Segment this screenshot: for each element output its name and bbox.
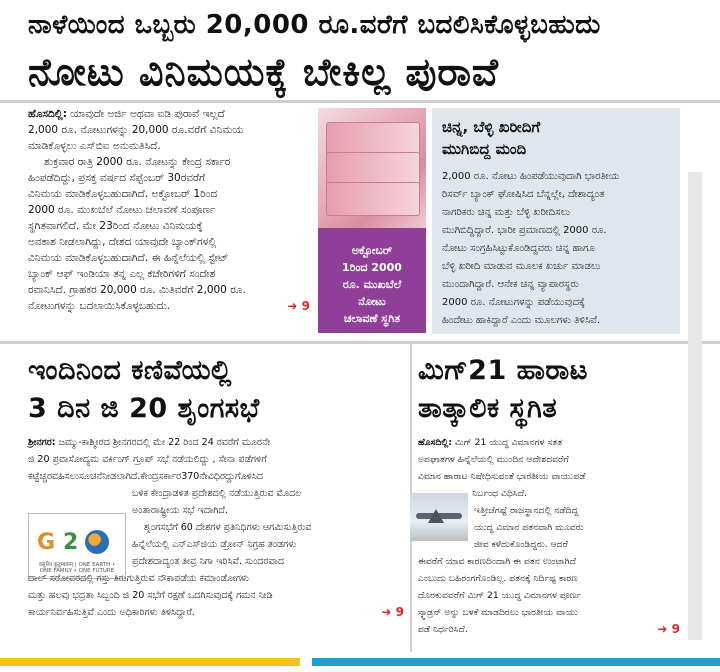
story-line: ಇತ್ತೀಚೆಗಷ್ಟೆ ರಾಜಸ್ಥಾನದಲ್ಲಿ ನಡೆದಿದ್ದ	[474, 505, 579, 516]
lotus-globe-icon	[85, 530, 109, 554]
story-line: ಶುಕ್ರವಾರ ರಾತ್ರಿ 2000 ರೂ. ನೋಟನ್ನು ಕೇಂದ್ರ ಸರ್ಕಾರ	[44, 156, 231, 168]
story-line: ಸ್ಕ್ವಾಡ್ರನ್ ಅನ್ನು ಬಳಕೆ ಮಾಡದಿರಲು ಭಾರತೀಯ ವಾಯು	[418, 607, 579, 618]
dateline: ಹೊಸದಿಲ್ಲಿ:	[418, 437, 453, 448]
mid-divider	[0, 341, 720, 344]
story-line: ಈವರೆಗೆ ಯಾವ ಕಾರಣದಿಂದಾಗಿ ಈ ಪತನ ಉಂಟಾಗಿದೆ	[418, 556, 576, 567]
story-line: ಜಿ 20 ಪ್ರವಾಸೋದ್ಯಮ ವರ್ಕಿಂಗ್ ಗ್ರೂಪ್ ಸಭೆ ನಡೆಯಲಿದ್ದು , ಸೇನಾ ಪಡೆಗಳಿಗೆ	[28, 454, 267, 465]
banknote-shape	[326, 122, 420, 156]
footer-bar-blue	[312, 658, 720, 666]
story-line: ಹಿಂಪಡೆದಿದ್ದು, ಪ್ರಸಕ್ತ ವರ್ಷದ ಸೆಪ್ಟೆಂಬರ್ 30ರವರೆಗೆ	[28, 172, 206, 184]
fighter-jet-photo	[410, 493, 468, 541]
dateline: ಶ್ರೀನಗರ:	[28, 437, 56, 448]
page-edge-strip	[688, 172, 702, 640]
story-line: ಯುದ್ಧ ವಿಮಾನ ಪತನವಾಗಿ ಮೂವರು	[474, 522, 584, 533]
currency-notes-photo	[318, 108, 426, 228]
story-line: ಹೊಸದಿಲ್ಲಿ: ಯಾವುದೇ ಅರ್ಜಿ ಅಥವಾ ಐಡಿ ಪುರಾವೆ ಇಲ್ಲದೆ	[28, 108, 225, 120]
story-line: ರವಾನಿಸಿದೆ. ಗ್ರಾಹಕರ 20,000 ರೂ. ಮಿತಿವರೆಗೆ 2,000 ರೂ.	[28, 284, 246, 296]
continue-jump-link[interactable]: ➜ 9	[381, 605, 404, 619]
story-line: ಕಾರ್ಯನಿರ್ವಹಿಸುತ್ತಿವೆ ಎಂದು ಅಧಿಕಾರಿಗಳು ತಿಳಿಸಿದ್ದಾರೆ. ➜ 9	[28, 605, 404, 619]
story-line: ಹೊಸದಿಲ್ಲಿ: ಮಿಗ್ 21 ಯುದ್ಧ ವಿಮಾನಗಳ ಸತತ	[418, 437, 563, 448]
story-line: ಮಾಡಿಕೊಳ್ಳಲು ಎಸ್‌ಬಿಐ ಅನುಮತಿಸಿದೆ.	[28, 140, 161, 152]
dateline: ಹೊಸದಿಲ್ಲಿ:	[28, 108, 67, 120]
sidebar-line: ನೋಟು ಸಂಗ್ರಹಿಸಿಟ್ಟುಕೊಂಡಿದ್ದವರು ಚಿನ್ನ ಹಾಗೂ	[442, 243, 595, 254]
gold-silver-sidebar	[432, 108, 680, 334]
story-line: ಪಡೆ ನಿರ್ಧರಿಸಿದೆ. ➜ 9	[418, 622, 680, 636]
story-line: 2000 ರೂ. ಮುಖಬೆಲೆ ನೋಟು ಚಲಾವಣೆ ಸಂಪೂರ್ಣ	[28, 204, 216, 216]
g20-logo-tagline: वसुधैव कुटुम्बकम् | ONE EARTH • ONE FAMILY • ONE FUTURE	[38, 562, 116, 574]
sidebar-title: ಚಿನ್ನ, ಬೆಳ್ಳಿ ಖರೀದಿಗೆ ಮುಗಿಬಿದ್ದ ಮಂದಿ	[442, 118, 541, 158]
sidebar-line: ರಿಸರ್ವ್ ಬ್ಯಾಂಕ್ ಘೋಷಿಸಿದ ಬೆನ್ನಲ್ಲೇ, ದೇಶಾದ್ಯಂತ	[442, 189, 605, 200]
banknote-shape	[326, 182, 420, 216]
headline-main: ನೋಟು ವಿನಿಮಯಕ್ಕೆ ಬೇಕಿಲ್ಲ ಪುರಾವೆ	[28, 50, 499, 94]
story-line: ವಿಮಾನ ಹಾರಾಟ ನಿಷೇಧಿಸುವಂತೆ ಭಾರತೀಯ ವಾಯುಪಡೆ	[418, 471, 586, 482]
info-line: 1ರಿಂದ 2000	[342, 261, 402, 274]
story-line: ಅವಕಾಶ ನೀಡಲಾಗಿದ್ದು, ದೇಶದ ಯಾವುದೇ ಬ್ಯಾಂಕ್‌ಗಳಲ್ಲಿ	[28, 236, 217, 248]
sidebar-line: 2,000 ರೂ. ನೋಟು ಹಿಂಪಡೆಯುವುದಾಗಿ ಭಾರತೀಯ	[442, 171, 620, 182]
banknote-shape	[326, 152, 420, 186]
g20-body-bottom	[28, 570, 404, 621]
mig21-headline: ಮಿಗ್21 ಹಾರಾಟ ತಾತ್ಕಾಲಿಕ ಸ್ಥಗಿತ	[418, 355, 588, 424]
footer-bar-yellow	[0, 658, 300, 666]
info-line: ಚಲಾವಣೆ ಸ್ಥಗಿತ	[343, 312, 401, 325]
story-line: ಸ್ಥಗಿತವಾಗಲಿದೆ. ಮೇ 23ರಿಂದ ನೋಟು ವಿನಿಮಯಕ್ಕೆ	[28, 220, 203, 232]
sidebar-line: 2000 ರೂ. ನೋಟುಗಳನ್ನು ಪಡೆಯುವುದಕ್ಕೆ	[442, 297, 585, 308]
jet-wing	[428, 509, 444, 523]
story-line: ದೊರಕುವವರೆಗೆ ಮಿಗ್ 21 ಯುದ್ಧ ವಿಮಾನಗಳ ಪೂರ್ಣ	[418, 590, 582, 601]
story-line: ಕಟ್ಟೆಚ್ಚರವಹಿಸಲುಸೂಚನೆನೀಡಲಾಗಿದೆ.ಕೇಂದ್ರಸರ್ಕಾರ370ನೇವಿಧಿರದ್ದುಗೊಳಿಸಿದ	[28, 471, 263, 482]
sidebar-line: ಹಿಂದೇಟು ಹಾಕಿದ್ದಾರೆ ಎಂದು ಮೂಲಗಳು ತಿಳಿಸಿವೆ.	[442, 315, 601, 326]
continue-jump-link[interactable]: ➜ 9	[287, 299, 310, 313]
story-line: ಮತ್ತು ಹಲವು ಭದ್ರತಾ ಸಿಬ್ಬಂದಿ ಜಿ 20 ಸಭೆಗೆ ರಕ್ಷಣೆ ಒದಗಿಸುವುದಕ್ಕೆ ಗಮನ ನೀಡಿ	[28, 590, 273, 601]
sidebar-line: ಮುಂದಾಗಿದ್ದಾರೆ. ಆನೇಕ ಚಿನ್ನ ವ್ಯಾಪಾರಸ್ಥರು	[442, 279, 579, 290]
story-line: ವಿನಿಮಯ ಮಾಡಿಕೊಳ್ಳಬಹುದಾಗಿದೆ. ಈ ಹಿನ್ನೆಲೆಯಲ್ಲಿ ಸ್ಟೇಟ್	[28, 252, 229, 264]
continue-jump-link[interactable]: ➜ 9	[657, 622, 680, 636]
top-divider	[0, 100, 720, 103]
story-line: ದಾಲ್ ಸರೋವರದಲ್ಲಿ ಗಸ್ತು ತಿರುಗುತ್ತಿರುವ ನೌಕಾಪಡೆಯ ಕಮಾಂಡೋಗಳು	[28, 573, 250, 584]
headline-kicker: ನಾಳೆಯಿಂದ ಒಬ್ಬರು 20,000 ರೂ.ವರೆಗೆ ಬದಲಿಸಿಕೊಳ್ಳಬಹುದು	[28, 10, 601, 40]
story-line: ಬ್ಯಾಂಕ್ ಆಫ್ ಇಂಡಿಯಾ ತನ್ನ ಎಲ್ಲ ಕಚೇರಿಗಳಿಗೆ ಸಂದೇಶ	[28, 268, 216, 280]
story-line: ಹಿನ್ನೆಲೆಯಲ್ಲಿ ಎನ್‌ಎಸ್‌ಜಿಯ ಡ್ರೋನ್ ನಿಗ್ರಹ ತಂಡಗಳು	[132, 539, 297, 550]
story-line: ಎಂಬುದು ಬಹಿರಂಗಗೊಂಡಿಲ್ಲ. ಪತನಕ್ಕೆ ನಿರ್ದಿಷ್ಟ ಕಾರಣ	[418, 573, 578, 584]
mig21-body-wrap	[474, 502, 680, 553]
story-line: 2,000 ರೂ. ನೋಟುಗಳನ್ನು 20,000 ರೂ.ವರೆಗೆ ವಿನಿಮಯ	[28, 124, 244, 136]
story-line: ಅಪಘಾತಗಳ ಹಿನ್ನೆಲೆಯಲ್ಲಿ ಮುಂದಿನ ಆದೇಶದವರೆಗೆ	[418, 454, 569, 465]
g20-logo-letter: G	[37, 530, 56, 555]
story-line: ಜೀವ ಕಳೆದುಕೊಂಡಿದ್ದರು. ಆದರೆ	[474, 539, 568, 550]
info-line: ರೂ. ಮುಖಬೆಲೆ	[342, 278, 402, 291]
story-currency-body	[28, 106, 310, 314]
info-box-october	[318, 228, 426, 333]
story-line: ನೋಟುಗಳನ್ನು ಬದಲಾಯಿಸಿಕೊಳ್ಳಬಹುದು. ➜ 9	[28, 299, 310, 313]
info-line: ಅಕ್ಟೋಬರ್	[351, 244, 393, 257]
g20-logo-digit: 2	[63, 530, 79, 555]
story-line: ವಿನಿಮಯ ಮಾಡಿಕೊಳ್ಳಬಹುದಾಗಿದೆ. ಅಕ್ಟೋಬರ್ 1ರಿಂದ	[28, 188, 218, 200]
story-line: ಶೃಂಗಸಭೆಗೆ 60 ದೇಶಗಳ ಪ್ರತಿನಿಧಿಗಳು ಆಗಮಿಸುತ್ತಿರುವ	[144, 522, 312, 533]
g20-headline: ಇಂದಿನಿಂದ ಕಣಿವೆಯಲ್ಲಿ 3 ದಿನ ಜಿ 20 ಶೃಂಗಸಭೆ	[28, 355, 260, 424]
story-line: ಪ್ರದೇಶದಾದ್ಯಂತ ತೀವ್ರ ನಿಗಾ ಇರಿಸಿವೆ. ಸುಂದರವಾದ	[132, 556, 285, 567]
story-line: ಅಂತಾರಾಷ್ಟ್ರೀಯ ಸಭೆ ಇದಾಗಿದೆ.	[132, 505, 228, 516]
mig21-body-bottom	[418, 553, 680, 638]
story-line: ಬಳಿಕ ಕೇಂದ್ರಾಡಳಿತ ಪ್ರದೇಶದಲ್ಲಿ ನಡೆಯುತ್ತಿರುವ ಮೊದಲ	[132, 488, 302, 499]
story-line: ಶ್ರೀನಗರ: ಜಮ್ಮು-ಕಾಶ್ಮೀರದ ಶ್ರೀನಗರದಲ್ಲಿ ಮೇ 22 ರಿಂದ 24 ರವರೆಗೆ ಮೂರನೇ	[28, 437, 271, 448]
sidebar-line: ಬೆಳ್ಳಿ ಖರೀದಿ ಮಾಡುವ ಮೂಲಕ ಖರ್ಚು ಮಾಡಲು	[442, 261, 601, 272]
mig21-body-top	[418, 434, 680, 502]
sidebar-line: ನಾಗರಿಕರು ಚಿನ್ನ ಮತ್ತು ಬೆಳ್ಳಿ ಖರೀದಿಸಲು	[442, 207, 571, 218]
story-line: ನಿರ್ಬಂಧ ವಿಧಿಸಿದೆ.	[472, 488, 527, 499]
sidebar-body	[442, 168, 670, 330]
g20-body-wrap	[132, 485, 404, 570]
info-line: ನೋಟು	[358, 295, 386, 308]
sidebar-line: ಮುಗಿಬಿದ್ದಿದ್ದಾರೆ. ಭಾರೀ ಪ್ರಮಾಣದಲ್ಲಿ 2000 ರೂ.	[442, 225, 607, 236]
g20-body-top	[28, 434, 404, 485]
